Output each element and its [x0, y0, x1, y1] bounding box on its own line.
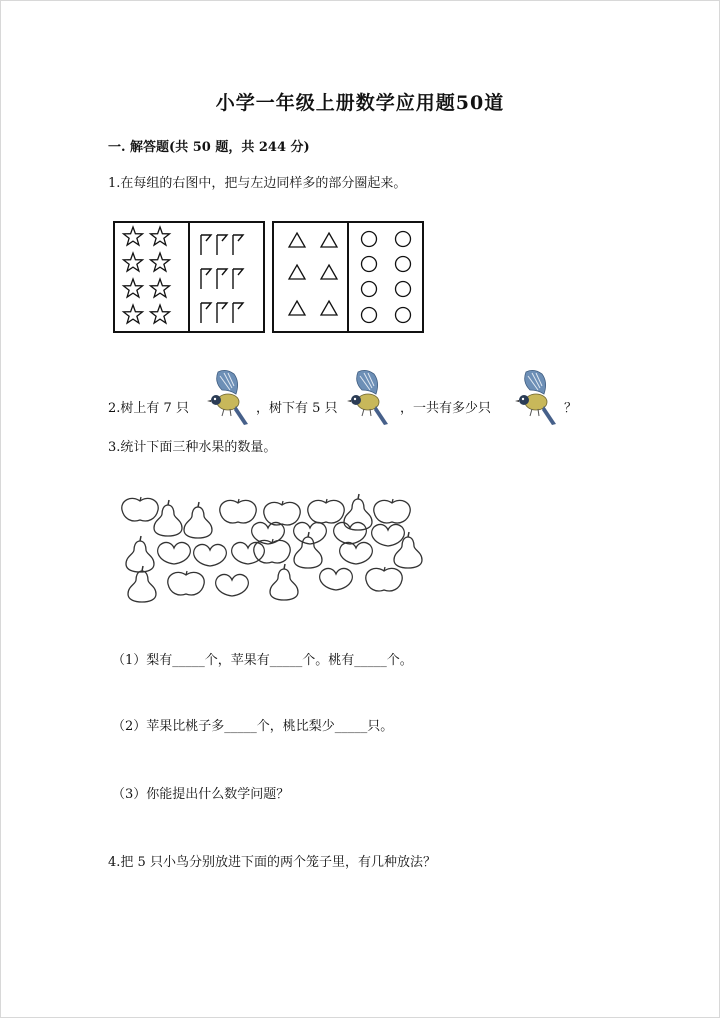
flag-icon: [233, 303, 243, 323]
triangle-icon: [321, 233, 337, 247]
star-icon: [124, 227, 143, 245]
bird-icon: [344, 368, 392, 430]
apple-icon: [374, 499, 410, 523]
peach-icon: [158, 542, 191, 564]
apple-icon: [220, 499, 256, 523]
question-2-part1: 2.树上有 7 只: [108, 401, 189, 416]
peach-icon: [372, 524, 405, 546]
question-2-part4: ？: [564, 401, 578, 416]
question-2-part2: ，树下有 5 只: [256, 401, 338, 416]
flag-icon: [201, 269, 211, 289]
flag-icon: [201, 303, 211, 323]
peach-icon: [194, 544, 227, 566]
star-icon: [124, 305, 143, 323]
peach-icon: [340, 542, 373, 564]
triangle-icon: [321, 301, 337, 315]
q1-figure-right: [272, 221, 424, 333]
triangle-icon: [289, 301, 305, 315]
apple-icon: [308, 499, 344, 523]
circle-icon: [362, 232, 377, 247]
flag-icon: [217, 269, 227, 289]
circle-icon: [362, 308, 377, 323]
flag-icon: [217, 303, 227, 323]
flag-icon: [201, 235, 211, 255]
circle-icon: [396, 232, 411, 247]
star-icon: [151, 227, 170, 245]
star-icon: [124, 253, 143, 271]
question-4-text: 4.把 5 只小鸟分别放进下面的两个笼子里，有几种放法？: [108, 855, 436, 870]
peach-icon: [320, 568, 353, 590]
bird-icon: [512, 368, 560, 430]
apple-icon: [366, 567, 402, 591]
star-icon: [151, 253, 170, 271]
triangle-icon: [289, 265, 305, 279]
page-title: 小学一年级上册数学应用题50道: [215, 92, 505, 114]
peach-icon: [294, 522, 327, 544]
flag-icon: [233, 235, 243, 255]
circle-icon: [362, 282, 377, 297]
fruit-illustration: [112, 488, 442, 608]
bird-icon: [204, 368, 252, 430]
question-3-sub1: （1）梨有_____个，苹果有_____个。桃有_____个。: [112, 653, 413, 668]
question-3-sub3: （3）你能提出什么数学问题？: [112, 787, 290, 802]
triangle-icon: [289, 233, 305, 247]
pear-icon: [126, 536, 154, 572]
star-icon: [151, 279, 170, 297]
circle-icon: [396, 257, 411, 272]
q1-figure-left: [113, 221, 265, 333]
flag-icon: [217, 235, 227, 255]
pear-icon: [270, 564, 298, 600]
triangle-icon: [321, 265, 337, 279]
apple-icon: [122, 497, 158, 521]
circle-icon: [396, 282, 411, 297]
question-3-text: 3.统计下面三种水果的数量。: [108, 440, 277, 455]
pear-icon: [394, 532, 422, 568]
flag-icon: [233, 269, 243, 289]
circle-icon: [362, 257, 377, 272]
star-icon: [151, 305, 170, 323]
question-3-sub2: （2）苹果比桃子多_____个，桃比梨少_____只。: [112, 719, 394, 734]
star-icon: [124, 279, 143, 297]
apple-icon: [264, 501, 300, 525]
pear-icon: [184, 502, 212, 538]
question-1-text: 1.在每组的右图中，把与左边同样多的部分圈起来。: [108, 176, 407, 191]
pear-icon: [294, 532, 322, 568]
peach-icon: [216, 574, 249, 596]
question-2-part3: ，一共有多少只: [400, 401, 492, 416]
section-heading: 一. 解答题(共 50 题，共 244 分): [108, 140, 310, 155]
peach-icon: [334, 522, 367, 544]
circle-icon: [396, 308, 411, 323]
apple-icon: [168, 571, 204, 595]
